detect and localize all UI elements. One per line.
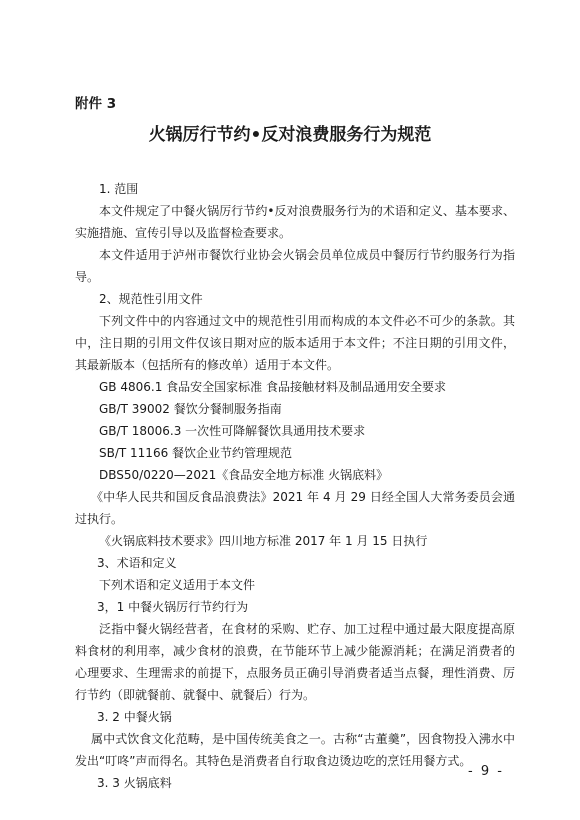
reference-code: SB/T 11166	[99, 446, 169, 460]
section-1-heading: 1. 范围	[99, 182, 139, 196]
attachment-label: 附件 3	[75, 96, 117, 112]
reference-item	[75, 464, 515, 486]
reference-code: GB/T 18006.3	[99, 424, 182, 438]
reference-item	[75, 420, 515, 442]
term-1-definition: 泛指中餐火锅经营者，在食材的采购、贮存、加工过程中通过最大限度提高原料食材的利用率，减少食材的浪费，在节能环节上减少能源消耗；在满足消费者的心理要求、生理需求的前提下，点服务员正确引导消费者适当点餐，理性消费、厉行节约（即就餐前、就餐中、就餐后）行为。	[75, 622, 515, 702]
term-2-heading: 3. 2 中餐火锅	[97, 710, 172, 724]
term-2-definition: 属中式饮食文化范畴，是中国传统美食之一。古称“古董羹”，因食物投入沸水中发出“叮咚”声而得名。其特色是消费者自行取食边烫边吃的烹饪用餐方式。	[75, 732, 515, 768]
reference-code: GB 4806.1	[99, 380, 163, 394]
tech-reference: 《火锅底料技术要求》四川地方标准 2017 年 1 月 15 日执行	[99, 534, 428, 548]
reference-name: 一次性可降解餐饮具通用技术要求	[185, 424, 366, 438]
document-body	[75, 178, 515, 794]
document-title: 火锅厉行节约•反对浪费服务行为规范	[148, 125, 432, 145]
reference-item	[75, 442, 515, 464]
reference-name: 《食品安全地方标准 火锅底料》	[216, 468, 389, 482]
reference-item	[75, 398, 515, 420]
term-3-heading: 3. 3 火锅底料	[97, 776, 172, 790]
reference-name: 餐饮企业节约管理规范	[172, 446, 293, 460]
term-1-heading: 3，1 中餐火锅厉行节约行为	[97, 600, 249, 614]
page-number: - 9 -	[468, 764, 504, 779]
reference-item	[75, 376, 515, 398]
reference-code: GB/T 39002	[99, 402, 170, 416]
section-2-paragraph: 下列文件中的内容通过文中的规范性引用而构成的本文件必不可少的条款。其中，注日期的引用文件仅该日期对应的版本适用于本文件；不注日期的引用文件，其最新版本（包括所有的修改单）适用于本文件。	[75, 314, 515, 372]
law-reference: 《中华人民共和国反食品浪费法》2021 年 4 月 29 日经全国人大常务委员会通过执行。	[75, 490, 515, 526]
section-2-heading: 2、规范性引用文件	[99, 292, 203, 306]
section-1-paragraph: 本文件适用于泸州市餐饮行业协会火锅会员单位成员中餐厉行节约服务行为指导。	[75, 248, 515, 284]
reference-code: DBS50/0220—2021	[99, 468, 217, 482]
reference-name: 餐饮分餐制服务指南	[173, 402, 282, 416]
reference-name: 食品安全国家标准 食品接触材料及制品通用安全要求	[166, 380, 446, 394]
section-3-heading: 3、术语和定义	[97, 556, 177, 570]
section-3-intro: 下列术语和定义适用于本文件	[99, 578, 256, 592]
section-1-paragraph: 本文件规定了中餐火锅厉行节约•反对浪费服务行为的术语和定义、基本要求、实施措施、宣传引导以及监督检查要求。	[75, 204, 515, 240]
